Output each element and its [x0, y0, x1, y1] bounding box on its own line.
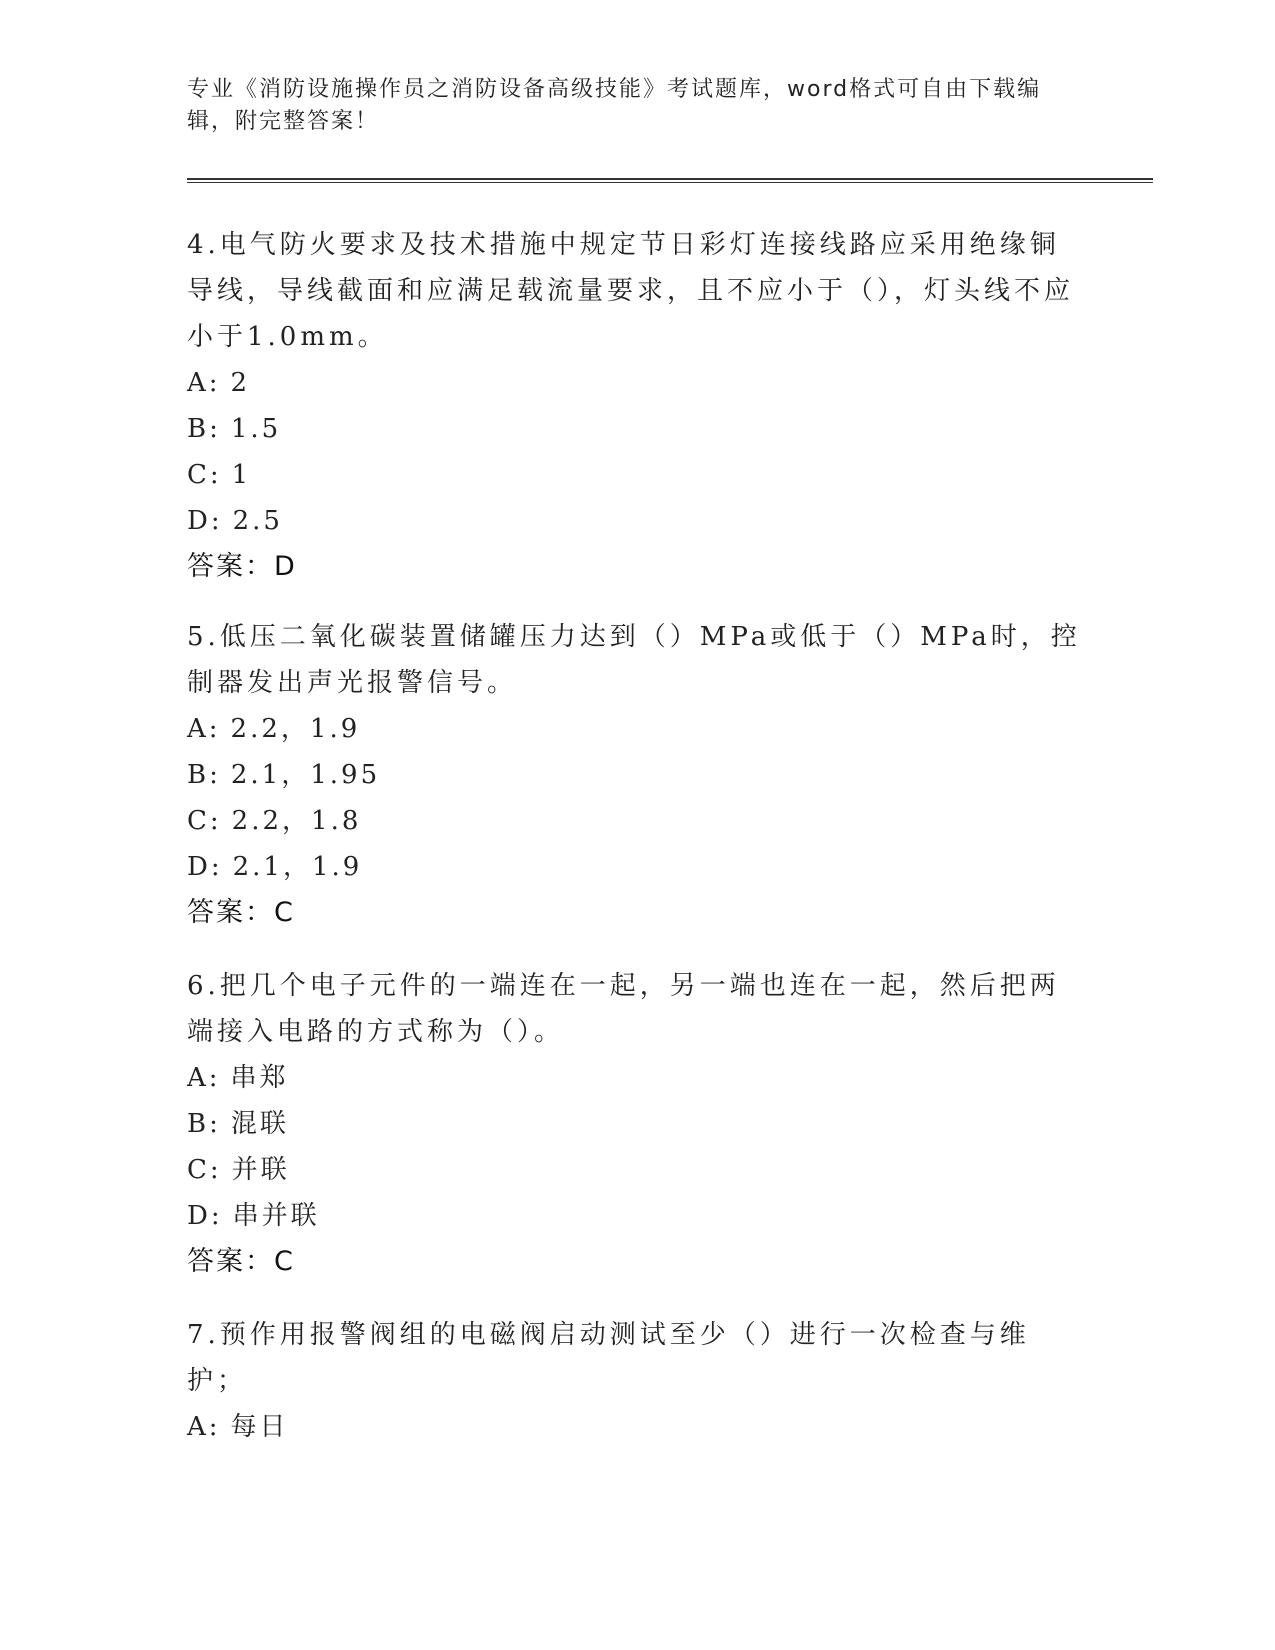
option-d: [187, 1193, 1087, 1239]
option-d: [187, 498, 1087, 544]
option-b: [187, 1101, 1087, 1147]
option-letter: A: [187, 714, 209, 744]
option-c: [187, 452, 1087, 498]
question-6: [187, 963, 1087, 1285]
document-header: [187, 74, 1067, 138]
option-separator: :: [209, 1109, 221, 1139]
option-text: 每日: [230, 1412, 289, 1442]
option-b: [187, 406, 1087, 452]
option-separator: :: [208, 1063, 221, 1093]
option-letter: B: [187, 760, 210, 790]
option-separator: :: [208, 714, 221, 744]
option-d: [187, 844, 1087, 890]
option-separator: :: [210, 852, 223, 882]
question-stem: 5.低压二氧化碳装置储罐压力达到（）MPa或低于（）MPa时，控制器发出声光报警信号。: [187, 622, 1081, 698]
option-letter: D: [187, 1201, 211, 1231]
option-letter: A: [187, 368, 209, 398]
answer-value: C: [274, 1246, 295, 1277]
answer-label: 答案：: [187, 551, 274, 582]
option-text: 串郑: [230, 1063, 289, 1093]
option-separator: :: [208, 1412, 221, 1442]
option-letter: C: [187, 1155, 210, 1185]
option-text: 2.5: [232, 506, 283, 536]
answer-line: [187, 890, 1087, 936]
option-text: 2.2，1.8: [231, 806, 362, 836]
header-line-2: 辑，附完整答案！: [187, 109, 380, 134]
option-text: 混联: [230, 1109, 289, 1139]
question-7: [187, 1312, 1087, 1450]
question-stem: 6.把几个电子元件的一端连在一起，另一端也连在一起，然后把两端接入电路的方式称为（）。: [187, 971, 1060, 1047]
header-line-1: 专业《消防设施操作员之消防设备高级技能》考试题库，word格式可自由下载编: [187, 77, 1042, 102]
answer-label: 答案：: [187, 897, 274, 928]
answer-line: [187, 1239, 1087, 1285]
option-b: [187, 752, 1087, 798]
option-letter: C: [187, 806, 210, 836]
option-text: 1: [231, 460, 252, 490]
option-separator: :: [209, 460, 222, 490]
option-separator: :: [209, 806, 222, 836]
option-c: [187, 798, 1087, 844]
option-a: [187, 1404, 1087, 1450]
option-text: 2.1，1.95: [230, 760, 381, 790]
answer-value: C: [274, 897, 295, 928]
option-text: 1.5: [230, 414, 282, 444]
option-separator: :: [209, 1155, 222, 1185]
option-letter: A: [187, 1412, 209, 1442]
option-letter: D: [187, 852, 211, 882]
option-text: 2: [230, 368, 251, 398]
option-letter: A: [187, 1063, 209, 1093]
option-separator: :: [209, 414, 221, 444]
option-c: [187, 1147, 1087, 1193]
question-stem: 7.预作用报警阀组的电磁阀启动测试至少（）进行一次检查与维护；: [187, 1320, 1030, 1396]
option-a: [187, 360, 1087, 406]
header-divider-thick: [187, 178, 1153, 180]
option-separator: :: [209, 760, 221, 790]
answer-value: D: [274, 551, 297, 582]
option-letter: B: [187, 414, 210, 444]
answer-label: 答案：: [187, 1246, 274, 1277]
option-a: [187, 1055, 1087, 1101]
option-text: 并联: [231, 1155, 290, 1185]
option-letter: D: [187, 506, 211, 536]
question-stem: 4.电气防火要求及技术措施中规定节日彩灯连接线路应采用绝缘铜导线，导线截面和应满足载流量要求，且不应小于（），灯头线不应小于1.0mm。: [187, 230, 1075, 352]
option-letter: B: [187, 1109, 210, 1139]
question-5: [187, 614, 1087, 936]
option-text: 2.1，1.9: [232, 852, 363, 882]
option-a: [187, 706, 1087, 752]
option-separator: :: [208, 368, 221, 398]
question-4: [187, 222, 1087, 590]
option-separator: :: [210, 1201, 223, 1231]
option-text: 2.2，1.9: [230, 714, 361, 744]
header-divider-thin: [187, 182, 1153, 183]
option-separator: :: [210, 506, 223, 536]
option-letter: C: [187, 460, 210, 490]
option-text: 串并联: [232, 1201, 320, 1231]
answer-line: [187, 544, 1087, 590]
